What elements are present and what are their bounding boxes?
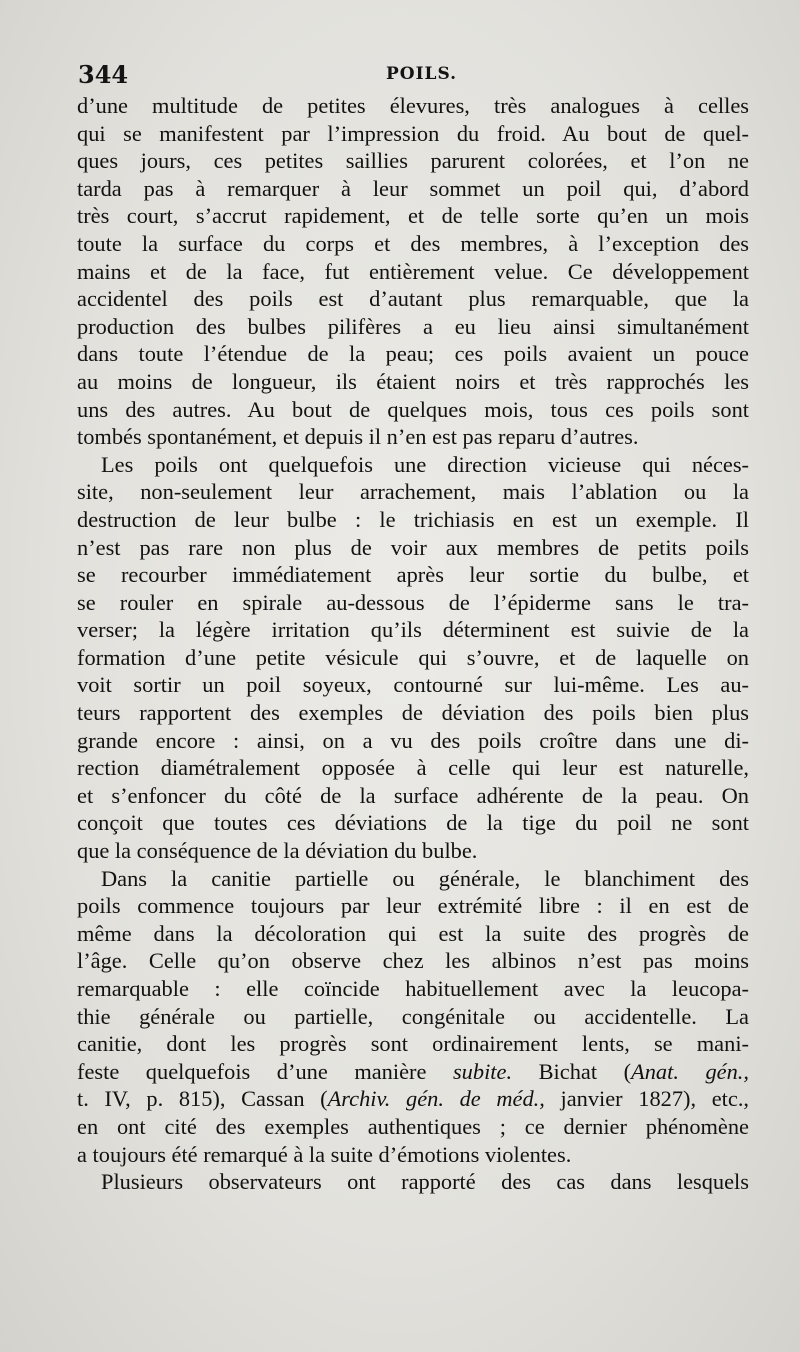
text-line: au moins de longueur, ils étaient noirs et très rapprochés les <box>77 368 749 394</box>
text-line: tombés spontanément, et depuis il n’en est pas reparu d’autres. <box>77 424 639 450</box>
text-line: verser; la légère irritation qu’ils déterminent est suivie de la <box>77 617 749 643</box>
body-text <box>77 92 749 1196</box>
text-line: tarda pas à remarquer à leur sommet un poil qui, d’abord <box>77 175 749 201</box>
text-line: accidentel des poils est d’autant plus remarquable, que la <box>77 286 749 312</box>
text-run: janvier 1827), etc., <box>544 1086 750 1112</box>
paragraph-start-line: Dans la canitie partielle ou générale, le blanchiment des <box>101 865 749 891</box>
text-run: feste quelquefois d’une manière <box>77 1058 453 1084</box>
text-line-mixed <box>77 1058 749 1086</box>
text-line: conçoit que toutes ces déviations de la tige du poil ne sont <box>77 810 749 836</box>
text-line: mains et de la face, fut entièrement velue. Ce développement <box>77 258 749 284</box>
text-run: Bichat ( <box>512 1058 632 1084</box>
text-line: qui se manifestent par l’impression du froid. Au bout de quel- <box>77 120 749 146</box>
text-line: l’âge. Celle qu’on observe chez les albinos n’est pas moins <box>77 948 749 974</box>
text-line: grande encore : ainsi, on a vu des poils croître dans une di- <box>77 727 749 753</box>
text-line: teurs rapportent des exemples de déviation des poils bien plus <box>77 700 749 726</box>
text-line: et s’enfoncer du côté de la surface adhérente de la peau. On <box>77 782 749 808</box>
text-line: remarquable : elle coïncide habituellement avec la leucopa- <box>77 976 749 1001</box>
text-line: voit sortir un poil soyeux, contourné sur lui-même. Les au- <box>77 672 749 698</box>
text-line: production des bulbes pilifères a eu lieu ainsi simultanément <box>77 313 749 339</box>
text-line: dans toute l’étendue de la peau; ces poils avaient un pouce <box>77 341 749 367</box>
text-line: uns des autres. Au bout de quelques mois, tous ces poils sont <box>77 396 749 422</box>
text-line: même dans la décoloration qui est la suite des progrès de <box>77 920 749 946</box>
text-line: site, non-seulement leur arrachement, mais l’ablation ou la <box>77 479 749 505</box>
text-line: toute la surface du corps et des membres, à l’exception des <box>77 230 749 256</box>
paragraph-start-line: Les poils ont quelquefois une direction vicieuse qui néces- <box>101 451 749 477</box>
italic-run: Archiv. gén. de méd., <box>327 1086 545 1112</box>
text-line: poils commence toujours par leur extrémité libre : il en est de <box>77 893 749 919</box>
page-number: 344 <box>78 60 129 89</box>
text-line: rection diamétralement opposée à celle qui leur est naturelle, <box>77 755 749 781</box>
text-line-mixed <box>77 1085 749 1113</box>
text-line: n’est pas rare non plus de voir aux membres de petits poils <box>77 534 749 560</box>
italic-run: subite. <box>452 1058 513 1084</box>
text-line: a toujours été remarqué à la suite d’émotions violentes. <box>77 1141 572 1167</box>
italic-run: Anat. gén., <box>631 1058 749 1084</box>
page-header <box>78 58 748 90</box>
text-line: ques jours, ces petites saillies parurent colorées, et l’on ne <box>77 148 749 174</box>
text-line: thie générale ou partielle, congénitale ou accidentelle. La <box>77 1003 749 1029</box>
running-head: POILS. <box>386 64 458 84</box>
text-line: très court, s’accrut rapidement, et de telle sorte qu’en un mois <box>77 203 749 229</box>
text-line: formation d’une petite vésicule qui s’ouvre, et de laquelle on <box>77 644 749 670</box>
text-line: destruction de leur bulbe : le trichiasis en est un exemple. Il <box>77 506 749 532</box>
text-line: que la conséquence de la déviation du bulbe. <box>77 838 478 864</box>
text-line: d’une multitude de petites élevures, très analogues à celles <box>77 93 749 118</box>
text-line: se recourber immédiatement après leur sortie du bulbe, et <box>77 562 749 588</box>
text-run: t. IV, p. 815), Cassan ( <box>77 1086 328 1112</box>
text-line: en ont cité des exemples authentiques ; ce dernier phénomène <box>77 1113 749 1139</box>
paragraph-start-line: Plusieurs observateurs ont rapporté des cas dans lesquels <box>101 1169 749 1195</box>
text-line: canitie, dont les progrès sont ordinairement lents, se mani- <box>77 1031 749 1057</box>
text-line: se rouler en spirale au-dessous de l’épiderme sans le tra- <box>77 589 749 615</box>
